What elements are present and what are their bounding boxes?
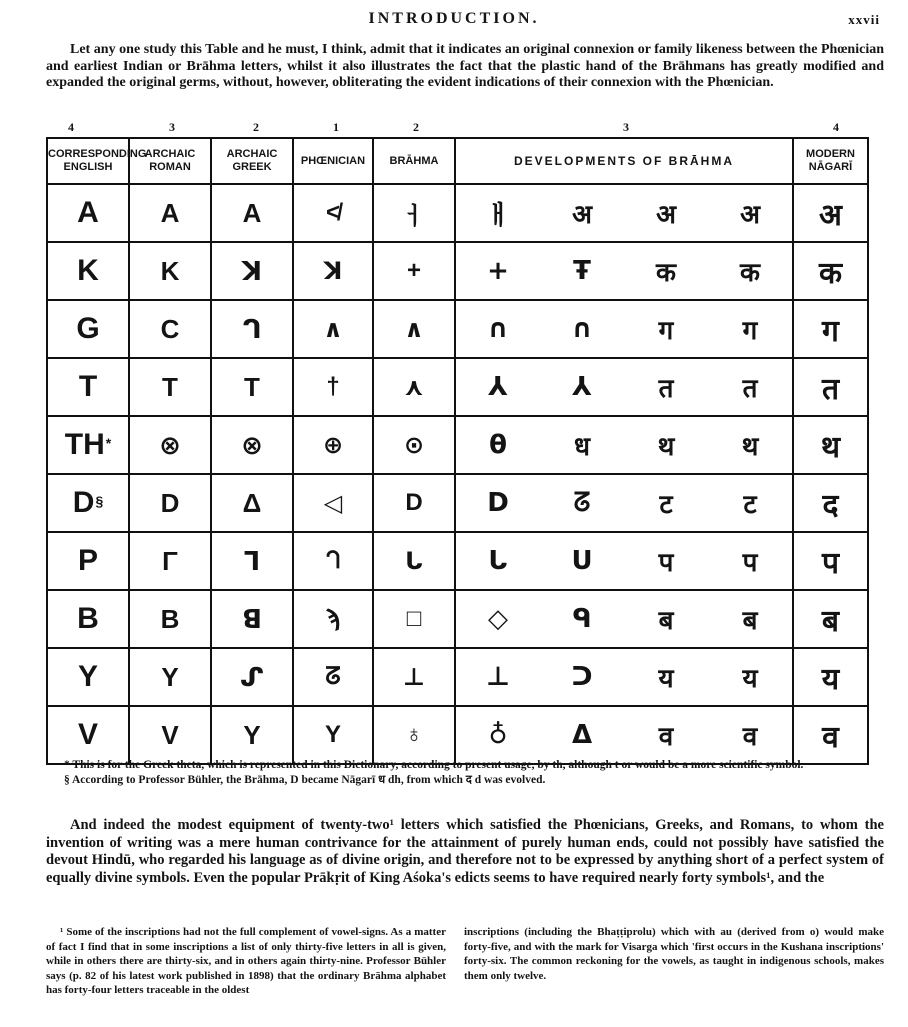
- cell-english-glyph: A: [77, 196, 99, 229]
- cell-nagari: [793, 532, 868, 590]
- cell-phoenician: [293, 648, 373, 706]
- cell-developments: [455, 184, 793, 242]
- cell-roman-glyph: T: [162, 371, 178, 402]
- cell-brahma-glyph: D: [405, 489, 423, 516]
- cell-roman: [129, 184, 211, 242]
- development-glyph: ध: [574, 432, 590, 462]
- cell-english: [47, 532, 129, 590]
- column-numbers: [46, 120, 884, 136]
- cell-phoenician: [293, 358, 373, 416]
- cell-brahma: [373, 648, 455, 706]
- alphabet-comparison-table: [46, 137, 869, 765]
- cell-nagari: [793, 648, 868, 706]
- development-glyph: ᘔ: [573, 487, 591, 518]
- cell-greek-glyph: ᒉ: [242, 313, 262, 344]
- cell-greek-glyph: ⊗: [241, 429, 263, 460]
- development-glyph: ∩: [487, 314, 509, 344]
- cell-developments: [455, 300, 793, 358]
- development-glyph: D: [487, 488, 509, 518]
- cell-nagari-glyph: थ: [820, 429, 841, 465]
- cell-english-glyph: V: [77, 718, 98, 751]
- development-glyph: ᑌ: [571, 546, 593, 576]
- development-glyph: य: [742, 664, 758, 694]
- development-glyph: ◇: [488, 604, 508, 634]
- development-glyph: अ: [656, 200, 676, 230]
- cell-nagari: [793, 242, 868, 300]
- cell-developments: [455, 648, 793, 706]
- footnote-mark: §: [95, 492, 104, 509]
- development-glyph: ट: [743, 490, 757, 520]
- column-number: 4: [833, 120, 839, 134]
- cell-english: [47, 184, 129, 242]
- cell-nagari-glyph: व: [822, 719, 839, 755]
- development-glyph: थ: [741, 432, 759, 462]
- development-glyph: ब: [658, 606, 674, 636]
- cell-phoenician-glyph: ◁: [323, 489, 343, 517]
- development-glyph: ⅄: [488, 372, 508, 402]
- cell-phoenician: [293, 532, 373, 590]
- cell-greek: [211, 590, 293, 648]
- cell-english-glyph: G: [76, 312, 100, 345]
- table-note: § According to Professor Bühler, the Brāhma, D became Nāgarī ध dh, from which द d was evolved.: [64, 774, 546, 786]
- cell-phoenician: [293, 416, 373, 474]
- table-row: [47, 590, 868, 648]
- cell-greek: [211, 474, 293, 532]
- cell-phoenician-glyph: ⊕: [322, 431, 344, 459]
- table-header-row: [47, 138, 868, 184]
- cell-phoenician: [293, 242, 373, 300]
- cell-roman-glyph: K: [160, 255, 180, 286]
- development-glyph: व: [658, 722, 674, 752]
- cell-nagari-glyph: अ: [819, 197, 842, 233]
- cell-nagari: [793, 300, 868, 358]
- table-row: [47, 184, 868, 242]
- cell-brahma: [373, 300, 455, 358]
- cell-nagari-glyph: प: [821, 545, 840, 581]
- cell-roman: [129, 416, 211, 474]
- development-glyph: ग: [742, 316, 758, 346]
- running-title: INTRODUCTION.: [368, 10, 540, 27]
- cell-brahma-glyph: ᒐ: [405, 547, 423, 575]
- cell-brahma: [373, 590, 455, 648]
- table-row: [47, 532, 868, 590]
- cell-brahma-glyph: □: [406, 605, 422, 632]
- table-note: * This is for the Greek theta, which is represented in this Dictionary, according to present usage, by th, although t or would be a more scientific symbol.: [64, 759, 804, 771]
- cell-brahma: [373, 474, 455, 532]
- cell-greek: [211, 358, 293, 416]
- cell-english: [47, 358, 129, 416]
- cell-developments: [455, 358, 793, 416]
- cell-roman: [129, 706, 211, 764]
- development-glyph: य: [658, 664, 674, 694]
- development-glyph: त: [742, 374, 758, 404]
- development-glyph: Ŧ: [573, 256, 591, 286]
- cell-brahma: [373, 184, 455, 242]
- cell-roman-glyph: ⊗: [159, 429, 181, 460]
- table-row: [47, 416, 868, 474]
- cell-greek-glyph: ᒣ: [243, 545, 261, 576]
- column-number: 3: [169, 120, 175, 134]
- development-glyph: ᑫ: [572, 604, 592, 634]
- table-row: [47, 474, 868, 532]
- development-glyph: व: [742, 722, 758, 752]
- cell-phoenician-glyph: ꓘ: [323, 257, 343, 285]
- development-glyph: ᒐ: [488, 546, 508, 576]
- cell-greek: [211, 184, 293, 242]
- cell-nagari-glyph: त: [821, 371, 840, 407]
- cell-developments: [455, 242, 793, 300]
- intro-paragraph: Let any one study this Table and he must, I think, admit that it indicates an original connexion or family likeness between the Phœnician and earliest Indian or Brāhma letters, whilst it also illustrates the fact that the plastic hand of the Brāhmans has greatly modified and expanded the original germs, without, however, obliterating the evident indications of their connexion with the Phœnician.: [46, 42, 884, 90]
- cell-phoenician: [293, 300, 373, 358]
- header-nagari: MODERN NĀGARĪ: [793, 138, 868, 184]
- page-header: [0, 8, 908, 32]
- cell-brahma-glyph: ⋏: [404, 373, 424, 401]
- development-glyph: ⅄: [572, 372, 592, 402]
- cell-english: [47, 590, 129, 648]
- page-number: xxvii: [848, 12, 880, 27]
- development-glyph: क: [656, 258, 676, 288]
- cell-brahma-glyph: ∧: [404, 315, 424, 343]
- development-glyph: ᑐ: [571, 662, 593, 692]
- cell-greek: [211, 706, 293, 764]
- cell-brahma: [373, 532, 455, 590]
- cell-developments: [455, 706, 793, 764]
- development-glyph: थ: [657, 432, 675, 462]
- cell-greek: [211, 532, 293, 590]
- table-row: [47, 242, 868, 300]
- cell-english: [47, 648, 129, 706]
- cell-english: [47, 242, 129, 300]
- cell-roman-glyph: D: [160, 487, 180, 518]
- footnote-left: ¹ Some of the inscriptions had not the full complement of vowel-signs. As a matter of fact I find that in some inscriptions a list of only thirty-five letters in all is given, while in others there are thirty-six, and in others again thirty-nine. Professor Bühler says (p. 82 of his latest work published in 1898) that the ordinary Brāhma alphabet has forty-four letters traceable in the oldest: [46, 926, 446, 996]
- development-glyph: प: [742, 548, 758, 578]
- development-glyph: ♁: [488, 720, 508, 750]
- cell-english: [47, 474, 129, 532]
- development-glyph: प: [658, 548, 674, 578]
- cell-greek-glyph: Δ: [242, 487, 262, 518]
- cell-english: [47, 416, 129, 474]
- cell-phoenician: [293, 590, 373, 648]
- cell-roman: [129, 532, 211, 590]
- cell-english-glyph: T: [78, 370, 98, 403]
- table-row: [47, 358, 868, 416]
- development-glyph: ∩: [571, 314, 593, 344]
- development-glyph: क: [740, 258, 760, 288]
- cell-nagari: [793, 706, 868, 764]
- development-glyph: ㅐ: [485, 200, 511, 231]
- development-glyph: ⊥: [486, 662, 510, 692]
- cell-developments: [455, 474, 793, 532]
- cell-phoenician-glyph: ᘔ: [325, 663, 341, 690]
- header-phoenician: PHŒNICIAN: [293, 138, 373, 184]
- cell-phoenician-glyph: ∧: [323, 315, 343, 343]
- cell-nagari-glyph: ब: [821, 603, 840, 639]
- development-glyph: θ: [489, 430, 507, 460]
- table-row: [47, 300, 868, 358]
- cell-roman: [129, 358, 211, 416]
- cell-nagari: [793, 590, 868, 648]
- development-glyph: Δ: [571, 720, 593, 750]
- cell-roman: [129, 242, 211, 300]
- cell-english-glyph: P: [77, 544, 98, 577]
- cell-english-glyph: K: [77, 254, 99, 287]
- cell-roman-glyph: Y: [161, 661, 179, 692]
- cell-roman-glyph: A: [160, 197, 180, 228]
- cell-nagari-glyph: क: [818, 255, 843, 291]
- cell-roman-glyph: C: [160, 313, 180, 344]
- cell-roman: [129, 648, 211, 706]
- cell-phoenician: [293, 706, 373, 764]
- cell-greek-glyph: A: [242, 197, 262, 228]
- cell-roman: [129, 474, 211, 532]
- cell-english-glyph: Y: [77, 660, 98, 693]
- cell-brahma: [373, 242, 455, 300]
- cell-nagari: [793, 474, 868, 532]
- column-number: 2: [413, 120, 419, 134]
- cell-english-glyph: D: [72, 486, 95, 519]
- cell-developments: [455, 532, 793, 590]
- header-greek: ARCHAIC GREEK: [211, 138, 293, 184]
- cell-developments: [455, 416, 793, 474]
- header-english: CORRESPONDING ENGLISH: [47, 138, 129, 184]
- cell-brahma-glyph: ⊥: [403, 663, 425, 691]
- body-paragraph: And indeed the modest equipment of twenty-two¹ letters which satisfied the Phœnicians, Greeks, and Romans, to whom the invention of writing was a mere human contrivance for the attainment of purely human ends, could not possibly have satisfied the devout Hindū, who regarded his language as of divine origin, and therefore not to be expressed by anything short of a perfect system of equally divine symbols. Even the popular Prākṛit of King Aśoka's edicts seems to have required nearly forty symbols¹, and the: [46, 817, 884, 886]
- cell-phoenician-glyph: ≮: [325, 199, 340, 226]
- cell-nagari: [793, 358, 868, 416]
- cell-greek: [211, 416, 293, 474]
- cell-greek: [211, 648, 293, 706]
- development-glyph: त: [658, 374, 674, 404]
- cell-english-glyph: TH: [64, 428, 105, 461]
- column-number: 1: [333, 120, 339, 134]
- cell-brahma-glyph: ♁: [405, 721, 423, 748]
- cell-phoenician-glyph: ᘃ: [325, 547, 341, 574]
- cell-phoenician: [293, 184, 373, 242]
- cell-nagari-glyph: य: [821, 661, 840, 697]
- cell-greek-glyph: ꓭ: [242, 603, 262, 634]
- footnote-right: inscriptions (including the Bhaṭṭiprolu) which with au (derived from o) would make forty-five, and with the mark for Visarga which 'first occurs in the Kushana inscriptions' forty-six. The common reckoning for the vowels, as taught in indigenous schools, makes them only twelve.: [464, 926, 884, 982]
- column-number: 3: [623, 120, 629, 134]
- cell-nagari-glyph: द: [822, 487, 839, 523]
- cell-greek: [211, 300, 293, 358]
- cell-greek-glyph: Y: [243, 719, 261, 750]
- footnote-mark: *: [105, 434, 112, 451]
- cell-developments: [455, 590, 793, 648]
- cell-english: [47, 706, 129, 764]
- development-glyph: अ: [572, 200, 592, 230]
- cell-phoenician-glyph: †: [326, 373, 340, 400]
- cell-brahma: [373, 358, 455, 416]
- cell-roman: [129, 590, 211, 648]
- table-notes: [46, 758, 884, 788]
- development-glyph: ग: [658, 316, 674, 346]
- cell-phoenician-glyph: Y: [324, 721, 341, 748]
- cell-greek-glyph: ꓘ: [241, 255, 263, 286]
- cell-nagari: [793, 184, 868, 242]
- header-brahma: BRĀHMA: [373, 138, 455, 184]
- column-number: 4: [68, 120, 74, 134]
- cell-nagari-glyph: ग: [822, 313, 839, 349]
- cell-roman: [129, 300, 211, 358]
- cell-nagari: [793, 416, 868, 474]
- column-number: 2: [253, 120, 259, 134]
- cell-roman-glyph: V: [161, 719, 179, 750]
- header-roman: ARCHAIC ROMAN: [129, 138, 211, 184]
- cell-brahma: [373, 416, 455, 474]
- development-glyph: अ: [740, 200, 760, 230]
- cell-greek-glyph: ᔑ: [239, 661, 264, 692]
- table-row: [47, 648, 868, 706]
- cell-english-glyph: B: [77, 602, 99, 635]
- cell-greek-glyph: T: [244, 371, 260, 402]
- cell-brahma-glyph: +: [406, 257, 421, 284]
- cell-roman-glyph: Γ: [162, 545, 178, 576]
- cell-roman-glyph: B: [160, 603, 180, 634]
- cell-brahma-glyph: ㅓ: [402, 202, 426, 230]
- development-glyph: +: [487, 256, 509, 286]
- cell-brahma: [373, 706, 455, 764]
- cell-english: [47, 300, 129, 358]
- development-glyph: ब: [742, 606, 758, 636]
- header-developments: DEVELOPMENTS OF BRĀHMA: [455, 138, 793, 184]
- cell-phoenician: [293, 474, 373, 532]
- cell-brahma-glyph: ⊙: [403, 431, 425, 459]
- development-glyph: ट: [659, 490, 673, 520]
- cell-phoenician-glyph: ϡ: [325, 605, 341, 632]
- table-row: [47, 706, 868, 764]
- cell-greek: [211, 242, 293, 300]
